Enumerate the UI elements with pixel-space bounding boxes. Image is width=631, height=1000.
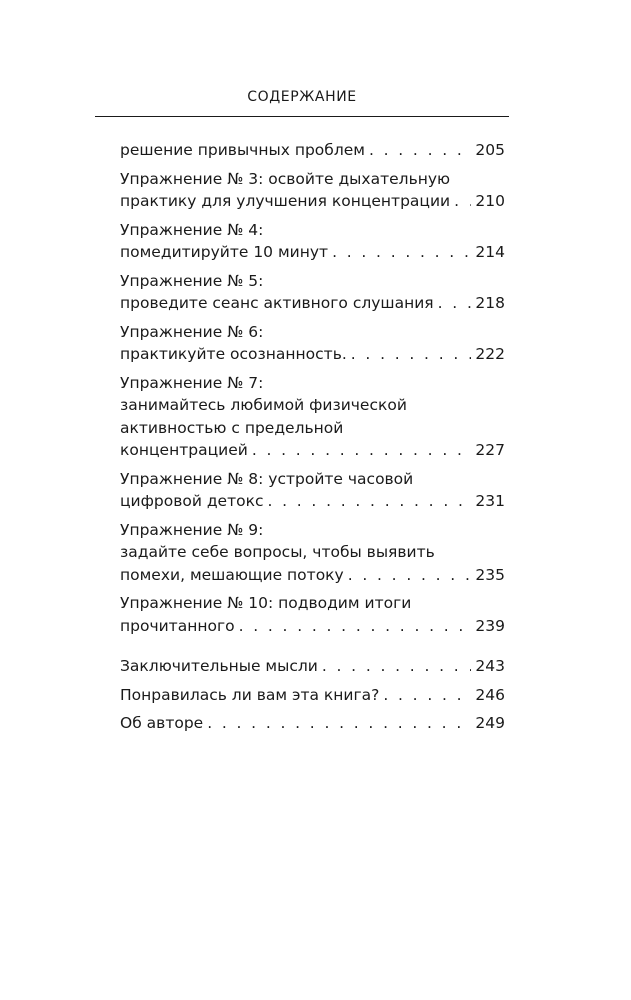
toc-entry[interactable]	[120, 219, 505, 264]
toc-entry[interactable]	[120, 712, 505, 735]
toc-entry-last-line	[120, 564, 505, 587]
toc-entry-title: Понравилась ли вам эта книга?	[120, 685, 380, 704]
toc-entry[interactable]	[120, 655, 505, 678]
header-divider	[95, 116, 509, 117]
toc-entry-line: Упражнение № 4:	[120, 220, 264, 239]
dot-leader	[252, 439, 472, 462]
toc-page-number: 218	[475, 294, 505, 312]
dot-leader	[322, 655, 472, 678]
toc-entry-title: помехи, мешающие потоку	[120, 565, 344, 584]
dot-leader	[239, 615, 472, 638]
toc-entry-line: Упражнение № 6:	[120, 322, 264, 341]
toc-entry-title: прочитанного	[120, 616, 235, 635]
dot-leader	[348, 564, 472, 587]
toc-page-number: 239	[475, 616, 505, 635]
toc-entry[interactable]	[120, 684, 505, 707]
toc-entry-title: решение привычных проблем	[120, 141, 365, 159]
toc-entry-last-line	[120, 712, 505, 735]
toc-entry[interactable]	[120, 321, 505, 366]
toc-entry-line: Упражнение № 10: подводим итоги	[120, 594, 412, 612]
toc-entry-line: активностью с предельной	[120, 418, 344, 437]
toc-entry-line: Упражнение № 3: освойте дыхательную	[120, 169, 451, 188]
dot-leader	[207, 712, 471, 735]
toc-entry-last-line	[120, 684, 505, 707]
dot-leader	[438, 292, 472, 315]
dot-leader	[351, 343, 472, 366]
toc-entry-line: Упражнение № 8: устройте часовой	[120, 469, 414, 488]
toc-entry[interactable]	[120, 592, 505, 637]
dot-leader	[267, 490, 471, 513]
toc-page-number: 214	[475, 243, 505, 261]
toc-entry-last-line	[120, 490, 505, 513]
toc-entry[interactable]	[120, 168, 505, 213]
toc-entry-last-line	[120, 292, 505, 315]
toc-entry-last-line	[120, 343, 505, 366]
dot-leader	[332, 241, 471, 264]
toc-page-number: 243	[475, 657, 505, 675]
page-title: СОДЕРЖАНИЕ	[247, 89, 357, 105]
toc-entry-title: проведите сеанс активного слушания	[120, 294, 434, 312]
toc-entry[interactable]	[120, 372, 505, 462]
toc-entry-title: цифровой детокс	[120, 492, 264, 510]
table-of-contents	[120, 139, 505, 741]
toc-entry[interactable]	[120, 139, 505, 162]
toc-entry-last-line	[120, 241, 505, 264]
toc-entry-title: практику для улучшения концентрации	[120, 192, 451, 210]
toc-entry-title: помедитируйте 10 минут	[120, 243, 329, 261]
toc-entry-last-line	[120, 190, 505, 213]
toc-page-number: 231	[475, 492, 505, 510]
dot-leader	[369, 139, 471, 162]
toc-entry-last-line	[120, 615, 505, 638]
toc-page-number: 210	[475, 192, 505, 210]
toc-page-number: 222	[475, 345, 505, 363]
toc-entry-line: Упражнение № 9:	[120, 520, 264, 539]
toc-entry-last-line	[120, 139, 505, 162]
toc-page-number: 235	[475, 565, 505, 584]
dot-leader	[454, 190, 471, 213]
toc-page-number: 249	[475, 714, 505, 732]
toc-entry-last-line	[120, 655, 505, 678]
toc-entry-last-line	[120, 439, 505, 462]
toc-entry-line: задайте себе вопросы, чтобы выявить	[120, 543, 435, 561]
toc-entry[interactable]	[120, 519, 505, 587]
toc-entry-line: Упражнение № 7:	[120, 373, 264, 392]
toc-entry-title: практикуйте осознанность.	[120, 345, 347, 363]
toc-entry-title: концентрацией	[120, 441, 248, 459]
toc-entry-title: Об авторе	[120, 714, 204, 732]
toc-entry[interactable]	[120, 270, 505, 315]
toc-page-number: 246	[475, 685, 505, 704]
toc-entry-line: занимайтесь любимой физической	[120, 396, 407, 414]
dot-leader	[383, 684, 471, 707]
toc-entry-line: Упражнение № 5:	[120, 271, 264, 290]
toc-entry-title: Заключительные мысли	[120, 657, 318, 675]
toc-page-number: 205	[475, 141, 505, 159]
toc-entry[interactable]	[120, 468, 505, 513]
toc-page-number: 227	[475, 441, 505, 459]
